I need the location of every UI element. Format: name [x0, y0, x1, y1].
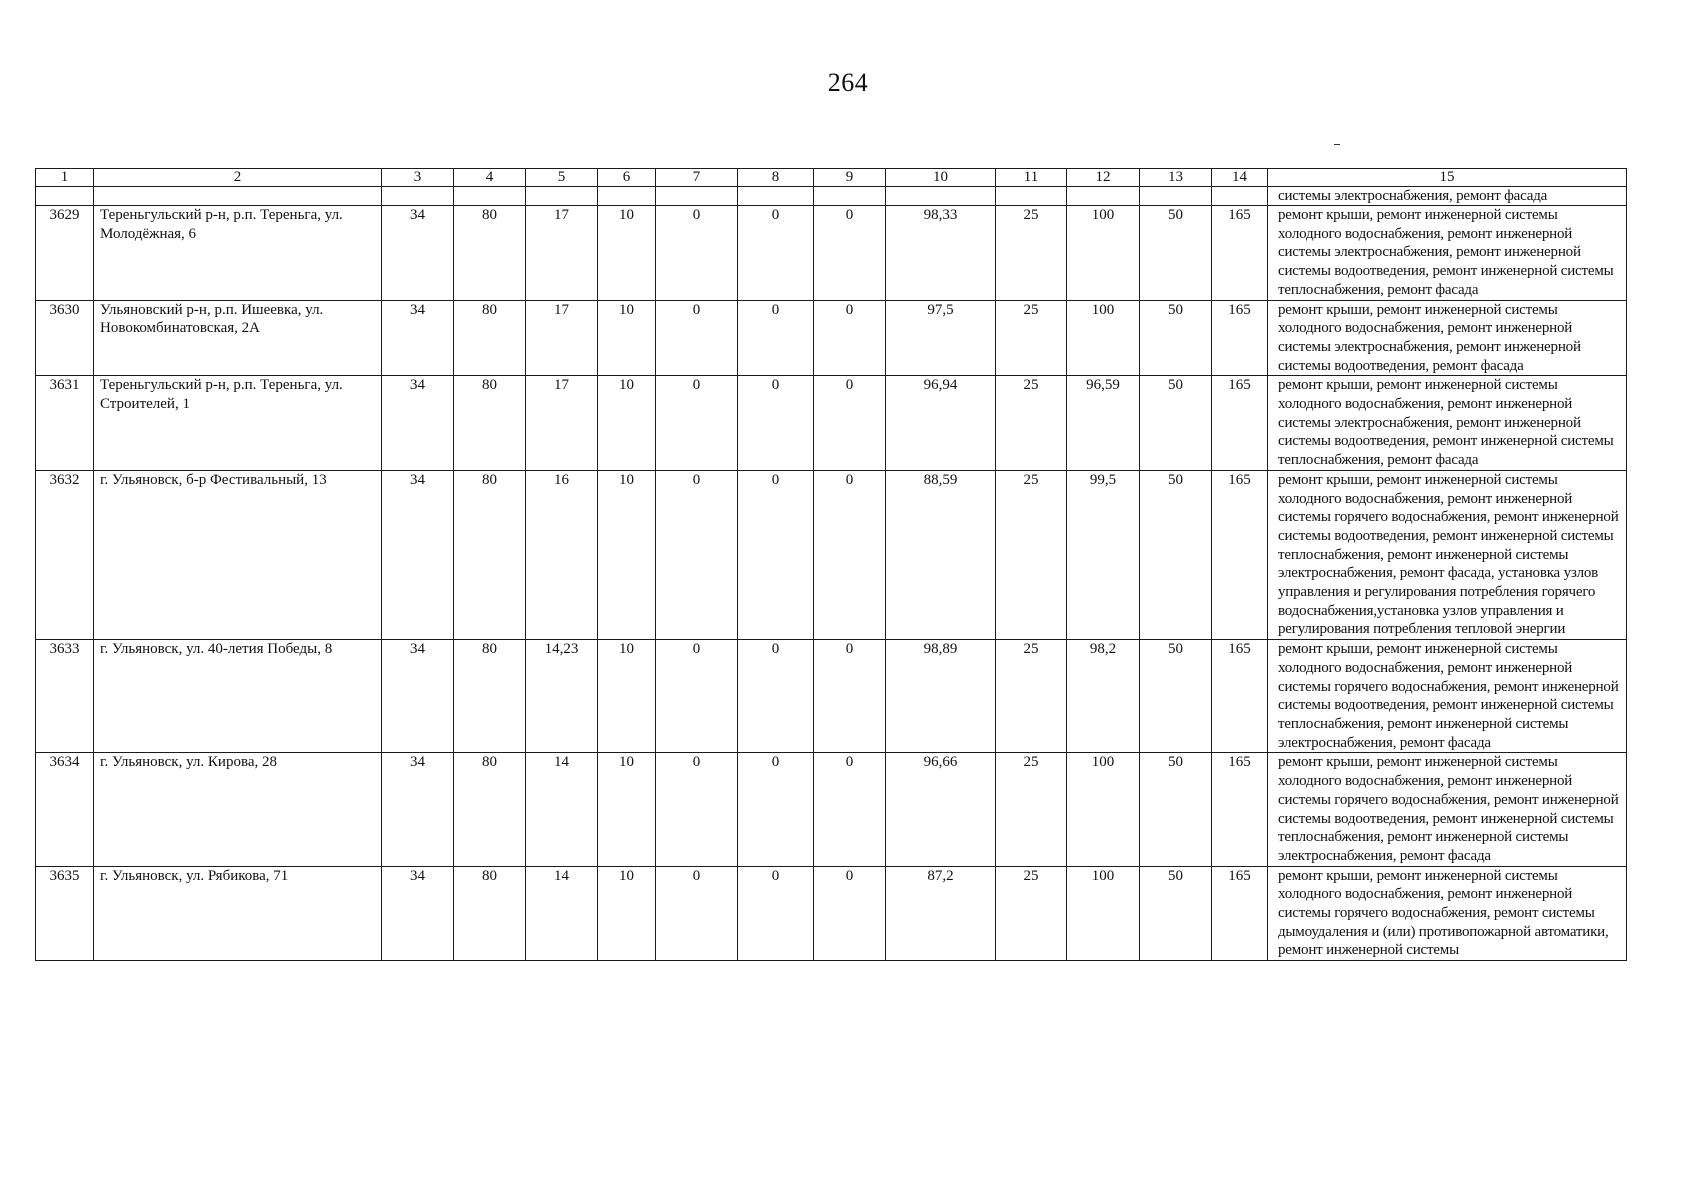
col-5-cell: 16 — [526, 470, 598, 639]
col-3-cell: 34 — [382, 753, 454, 866]
col-10-cell: 87,2 — [886, 866, 996, 961]
col-13-cell: 50 — [1140, 206, 1212, 301]
col-6-cell: 10 — [598, 300, 656, 376]
col-7-cell: 0 — [656, 470, 738, 639]
row-id-cell: 3634 — [36, 753, 94, 866]
col-3-cell: 34 — [382, 376, 454, 471]
col-10-cell: 96,94 — [886, 376, 996, 471]
column-number: 13 — [1140, 169, 1212, 187]
col-4-cell: 80 — [454, 753, 526, 866]
empty-cell — [886, 187, 996, 206]
col-6-cell: 10 — [598, 753, 656, 866]
col-11-cell: 25 — [996, 206, 1067, 301]
col-8-cell: 0 — [738, 640, 814, 753]
col-7-cell: 0 — [656, 866, 738, 961]
col-6-cell: 10 — [598, 470, 656, 639]
column-number: 4 — [454, 169, 526, 187]
col-7-cell: 0 — [656, 206, 738, 301]
col-8-cell: 0 — [738, 470, 814, 639]
col-9-cell: 0 — [814, 866, 886, 961]
page-number: 264 — [827, 68, 869, 97]
row-id-cell: 3631 — [36, 376, 94, 471]
empty-cell — [598, 187, 656, 206]
column-number: 15 — [1268, 169, 1627, 187]
col-13-cell: 50 — [1140, 753, 1212, 866]
table-row — [36, 640, 1627, 753]
col-7-cell: 0 — [656, 376, 738, 471]
col-10-cell: 97,5 — [886, 300, 996, 376]
col-3-cell: 34 — [382, 206, 454, 301]
col-6-cell: 10 — [598, 866, 656, 961]
continuation-works-cell: системы электроснабжения, ремонт фасада — [1268, 187, 1627, 206]
empty-cell — [1067, 187, 1140, 206]
col-13-cell: 50 — [1140, 866, 1212, 961]
col-7-cell: 0 — [656, 300, 738, 376]
col-11-cell: 25 — [996, 866, 1067, 961]
empty-cell — [94, 187, 382, 206]
col-4-cell: 80 — [454, 866, 526, 961]
works-list-cell: ремонт крыши, ремонт инженерной системы холодного водоснабжения, ремонт инженерной системы горячего водоснабжения, ремонт инженерной системы водоотведения, ремонт инженерной системы теплоснабжения, ремонт инженерной системы электроснабжения, ремонт фасада, установка узлов управления и регулирования потребления горячего водоснабжения,установка узлов управления и регулирования потребления тепловой энергии — [1268, 470, 1627, 639]
empty-cell — [1212, 187, 1268, 206]
col-6-cell: 10 — [598, 206, 656, 301]
col-12-cell: 100 — [1067, 866, 1140, 961]
col-14-cell: 165 — [1212, 640, 1268, 753]
col-12-cell: 99,5 — [1067, 470, 1140, 639]
col-10-cell: 96,66 — [886, 753, 996, 866]
address-cell: г. Ульяновск, б-р Фестивальный, 13 — [94, 470, 382, 639]
col-12-cell: 100 — [1067, 300, 1140, 376]
column-number: 14 — [1212, 169, 1268, 187]
col-7-cell: 0 — [656, 640, 738, 753]
table-row — [36, 470, 1627, 639]
row-id-cell: 3629 — [36, 206, 94, 301]
col-4-cell: 80 — [454, 376, 526, 471]
table-row — [36, 300, 1627, 376]
works-list-cell: ремонт крыши, ремонт инженерной системы холодного водоснабжения, ремонт инженерной системы электроснабжения, ремонт инженерной системы водоотведения, ремонт инженерной системы теплоснабжения, ремонт фасада — [1268, 206, 1627, 301]
col-10-cell: 98,33 — [886, 206, 996, 301]
works-list-cell: ремонт крыши, ремонт инженерной системы холодного водоснабжения, ремонт инженерной системы горячего водоснабжения, ремонт инженерной системы водоотведения, ремонт инженерной системы теплоснабжения, ремонт инженерной системы электроснабжения, ремонт фасада — [1268, 753, 1627, 866]
col-5-cell: 17 — [526, 300, 598, 376]
col-14-cell: 165 — [1212, 866, 1268, 961]
col-13-cell: 50 — [1140, 640, 1212, 753]
repair-register-table — [35, 168, 1627, 961]
column-number: 7 — [656, 169, 738, 187]
col-9-cell: 0 — [814, 470, 886, 639]
table-row — [36, 753, 1627, 866]
address-cell: Ульяновский р-н, р.п. Ишеевка, ул. Новокомбинатовская, 2А — [94, 300, 382, 376]
col-13-cell: 50 — [1140, 470, 1212, 639]
column-number: 3 — [382, 169, 454, 187]
column-number: 9 — [814, 169, 886, 187]
col-6-cell: 10 — [598, 640, 656, 753]
column-number: 6 — [598, 169, 656, 187]
column-number: 12 — [1067, 169, 1140, 187]
col-9-cell: 0 — [814, 640, 886, 753]
col-4-cell: 80 — [454, 300, 526, 376]
works-list-cell: ремонт крыши, ремонт инженерной системы холодного водоснабжения, ремонт инженерной системы горячего водоснабжения, ремонт инженерной системы водоотведения, ремонт инженерной системы теплоснабжения, ремонт инженерной системы электроснабжения, ремонт фасада — [1268, 640, 1627, 753]
column-number-row — [36, 169, 1627, 187]
row-id-cell: 3630 — [36, 300, 94, 376]
col-9-cell: 0 — [814, 376, 886, 471]
col-9-cell: 0 — [814, 206, 886, 301]
col-11-cell: 25 — [996, 470, 1067, 639]
empty-cell — [382, 187, 454, 206]
empty-cell — [738, 187, 814, 206]
col-3-cell: 34 — [382, 866, 454, 961]
table-row — [36, 866, 1627, 961]
works-list-cell: ремонт крыши, ремонт инженерной системы холодного водоснабжения, ремонт инженерной системы горячего водоснабжения, ремонт системы дымоудаления и (или) противопожарной автоматики, ремонт инженерной системы — [1268, 866, 1627, 961]
col-14-cell: 165 — [1212, 376, 1268, 471]
col-9-cell: 0 — [814, 753, 886, 866]
col-3-cell: 34 — [382, 300, 454, 376]
empty-cell — [996, 187, 1067, 206]
col-8-cell: 0 — [738, 753, 814, 866]
col-11-cell: 25 — [996, 300, 1067, 376]
empty-cell — [1140, 187, 1212, 206]
scan-tick-mark — [1334, 144, 1340, 145]
col-14-cell: 165 — [1212, 470, 1268, 639]
col-13-cell: 50 — [1140, 300, 1212, 376]
row-id-cell: 3632 — [36, 470, 94, 639]
col-9-cell: 0 — [814, 300, 886, 376]
address-cell: г. Ульяновск, ул. 40-летия Победы, 8 — [94, 640, 382, 753]
col-6-cell: 10 — [598, 376, 656, 471]
col-5-cell: 14,23 — [526, 640, 598, 753]
address-cell: Тереньгульский р-н, р.п. Тереньга, ул. Строителей, 1 — [94, 376, 382, 471]
col-11-cell: 25 — [996, 640, 1067, 753]
column-number: 5 — [526, 169, 598, 187]
col-10-cell: 88,59 — [886, 470, 996, 639]
col-4-cell: 80 — [454, 470, 526, 639]
col-12-cell: 100 — [1067, 206, 1140, 301]
col-8-cell: 0 — [738, 866, 814, 961]
row-id-cell: 3635 — [36, 866, 94, 961]
works-list-cell: ремонт крыши, ремонт инженерной системы холодного водоснабжения, ремонт инженерной системы электроснабжения, ремонт инженерной системы водоотведения, ремонт фасада — [1268, 300, 1627, 376]
col-5-cell: 14 — [526, 753, 598, 866]
col-12-cell: 98,2 — [1067, 640, 1140, 753]
col-14-cell: 165 — [1212, 300, 1268, 376]
col-14-cell: 165 — [1212, 753, 1268, 866]
column-number: 8 — [738, 169, 814, 187]
col-7-cell: 0 — [656, 753, 738, 866]
col-5-cell: 14 — [526, 866, 598, 961]
column-number: 2 — [94, 169, 382, 187]
address-cell: г. Ульяновск, ул. Кирова, 28 — [94, 753, 382, 866]
works-list-cell: ремонт крыши, ремонт инженерной системы холодного водоснабжения, ремонт инженерной системы электроснабжения, ремонт инженерной системы водоотведения, ремонт инженерной системы теплоснабжения, ремонт фасада — [1268, 376, 1627, 471]
continuation-row — [36, 187, 1627, 206]
col-5-cell: 17 — [526, 376, 598, 471]
column-number: 10 — [886, 169, 996, 187]
address-cell: Тереньгульский р-н, р.п. Тереньга, ул. Молодёжная, 6 — [94, 206, 382, 301]
col-12-cell: 96,59 — [1067, 376, 1140, 471]
column-number: 11 — [996, 169, 1067, 187]
empty-cell — [656, 187, 738, 206]
col-12-cell: 100 — [1067, 753, 1140, 866]
col-5-cell: 17 — [526, 206, 598, 301]
col-4-cell: 80 — [454, 206, 526, 301]
empty-cell — [36, 187, 94, 206]
col-13-cell: 50 — [1140, 376, 1212, 471]
col-14-cell: 165 — [1212, 206, 1268, 301]
col-11-cell: 25 — [996, 376, 1067, 471]
col-3-cell: 34 — [382, 470, 454, 639]
table-row — [36, 206, 1627, 301]
empty-cell — [526, 187, 598, 206]
empty-cell — [454, 187, 526, 206]
col-11-cell: 25 — [996, 753, 1067, 866]
address-cell: г. Ульяновск, ул. Рябикова, 71 — [94, 866, 382, 961]
column-number: 1 — [36, 169, 94, 187]
col-3-cell: 34 — [382, 640, 454, 753]
col-10-cell: 98,89 — [886, 640, 996, 753]
empty-cell — [814, 187, 886, 206]
col-8-cell: 0 — [738, 376, 814, 471]
row-id-cell: 3633 — [36, 640, 94, 753]
col-4-cell: 80 — [454, 640, 526, 753]
col-8-cell: 0 — [738, 206, 814, 301]
col-8-cell: 0 — [738, 300, 814, 376]
table-row — [36, 376, 1627, 471]
